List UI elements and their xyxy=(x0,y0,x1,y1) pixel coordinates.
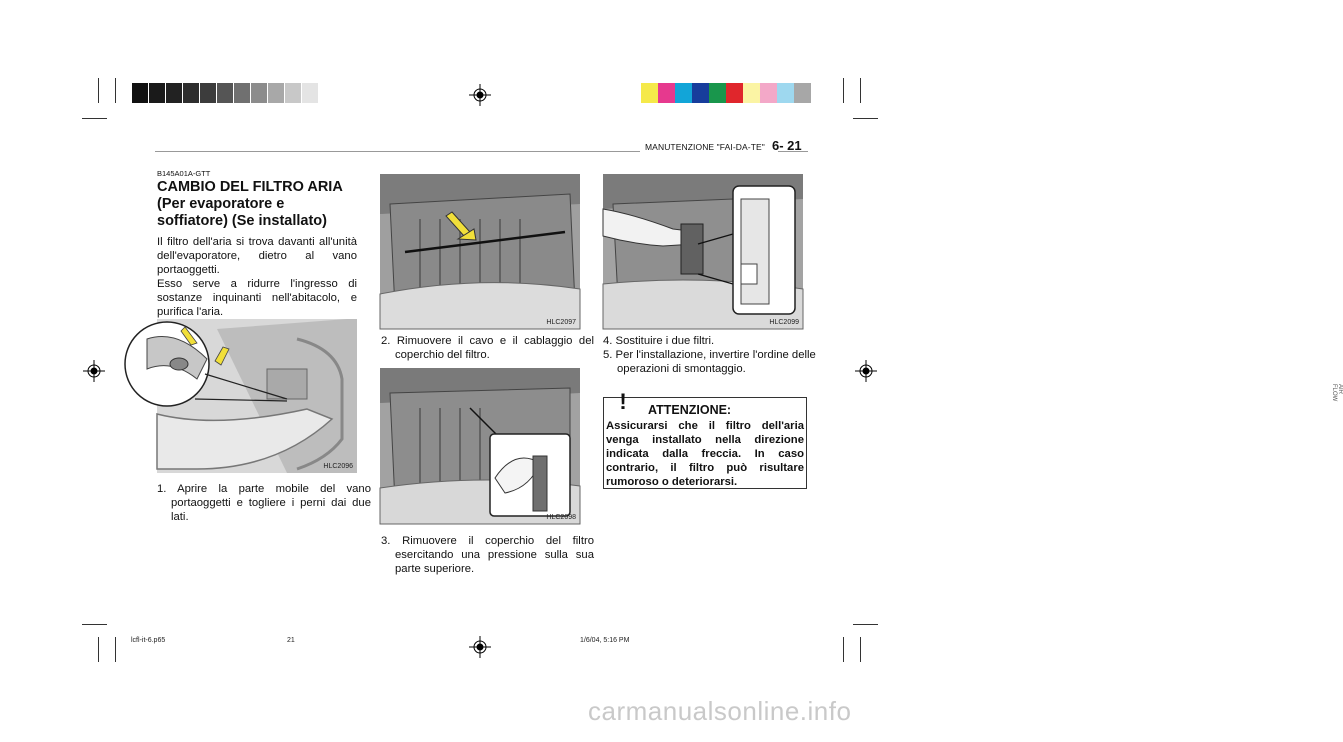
color-swatch xyxy=(217,83,234,103)
color-swatch xyxy=(658,83,675,103)
step-4: 4. Sostituire i due filtri. xyxy=(603,335,715,347)
step-1: 1. Aprire la parte mobile del vano portaoggetti e togliere i perni dai due lati. xyxy=(157,483,371,523)
color-swatch xyxy=(777,83,794,103)
step-2: 2. Rimuovere il cavo e il cablaggio del coperchio del filtro. xyxy=(381,335,594,361)
color-swatch xyxy=(641,83,658,103)
color-swatch xyxy=(726,83,743,103)
color-swatch xyxy=(183,83,200,103)
figure-caption: HLC2096 xyxy=(323,463,353,470)
step-3: 3. Rimuovere il coperchio del filtro esercitando una pressione sulla sua parte superiore. xyxy=(381,535,594,575)
crop-mark xyxy=(115,78,116,103)
crop-mark xyxy=(853,624,878,625)
color-swatch xyxy=(302,83,319,103)
registration-mark-icon xyxy=(469,636,491,658)
warning-title: ATTENZIONE: xyxy=(648,403,732,417)
color-swatch xyxy=(200,83,217,103)
header-rule xyxy=(155,151,640,152)
color-swatch xyxy=(692,83,709,103)
color-swatch xyxy=(285,83,302,103)
page-number: 6- 21 xyxy=(772,138,802,153)
color-swatch xyxy=(709,83,726,103)
header-title: MANUTENZIONE "FAI-DA-TE" xyxy=(645,142,765,152)
figure-filter-cover xyxy=(380,174,580,329)
footer-file: lcfl-it-6.p65 xyxy=(131,637,166,644)
color-calibration-bar xyxy=(641,83,811,103)
color-swatch xyxy=(743,83,760,103)
warning-symbol: ! xyxy=(619,389,627,414)
figure-glovebox-pins xyxy=(157,319,357,473)
figure-remove-cover xyxy=(380,368,580,524)
crop-mark xyxy=(843,78,844,103)
color-swatch xyxy=(760,83,777,103)
crop-mark xyxy=(843,637,844,662)
figure-caption: HLC2099 xyxy=(769,319,799,326)
color-swatch xyxy=(251,83,268,103)
color-swatch xyxy=(166,83,183,103)
color-swatch xyxy=(675,83,692,103)
step-5: 5. Per l'installazione, invertire l'ordine delle operazioni di smontaggio. xyxy=(603,349,816,375)
color-swatch xyxy=(234,83,251,103)
registration-mark-icon xyxy=(469,84,491,106)
grayscale-color-bar xyxy=(132,83,319,103)
crop-mark xyxy=(853,118,878,119)
crop-mark xyxy=(860,637,861,662)
section-code: B145A01A-GTT xyxy=(157,169,211,178)
crop-mark xyxy=(860,78,861,103)
footer-page: 21 xyxy=(287,637,295,644)
registration-mark-icon xyxy=(855,360,877,382)
crop-mark xyxy=(82,118,107,119)
crop-mark xyxy=(115,637,116,662)
intro-paragraph-2: Esso serve a ridurre l'ingresso di sostanze inquinanti nell'abitacolo, e purifica l'aria. xyxy=(157,278,357,318)
color-swatch xyxy=(149,83,166,103)
footer-date: 1/6/04, 5:16 PM xyxy=(580,637,630,644)
figure-caption: HLC2097 xyxy=(546,319,576,326)
air-flow-label: AIR FLOW xyxy=(1331,384,1343,402)
color-swatch xyxy=(132,83,149,103)
watermark: carmanualsonline.info xyxy=(588,696,852,726)
figure-caption: HLC2098 xyxy=(546,514,576,521)
intro-paragraph: Il filtro dell'aria si trova davanti all'unità dell'evaporatore, dietro al vano portaoggetti. xyxy=(157,236,357,276)
section-title: CAMBIO DEL FILTRO ARIA (Per evaporatore e soffiatore) (Se installato) xyxy=(157,179,343,229)
color-swatch xyxy=(794,83,811,103)
crop-mark xyxy=(82,624,107,625)
crop-mark xyxy=(98,78,99,103)
warning-text: Assicurarsi che il filtro dell'aria venga installato nella direzione indicata dalla freccia. In caso contrario, il filtro può risultare rumoroso o deteriorarsi. xyxy=(606,420,804,488)
color-swatch xyxy=(268,83,285,103)
registration-mark-icon xyxy=(83,360,105,382)
crop-mark xyxy=(98,637,99,662)
warning-icon xyxy=(613,390,633,416)
